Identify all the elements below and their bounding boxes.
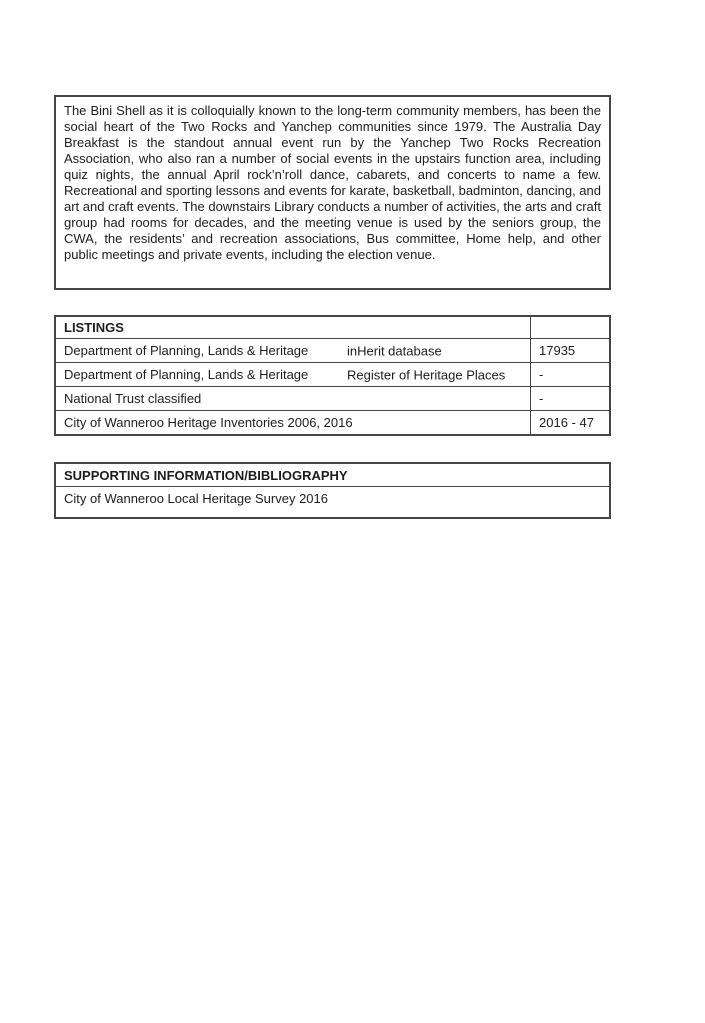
table-row	[56, 386, 609, 410]
supporting-header: SUPPORTING INFORMATION/BIBLIOGRAPHY	[64, 467, 348, 483]
listings-table	[54, 315, 611, 436]
organisation-label: Department of Planning, Lands & Heritage	[64, 367, 309, 382]
description-box	[54, 95, 611, 290]
cell-organisation	[56, 363, 530, 386]
cell-organisation	[56, 411, 530, 434]
cell-organisation	[56, 387, 530, 410]
listings-header: LISTINGS	[64, 320, 124, 335]
register-label: Register of Heritage Places	[347, 367, 506, 382]
cell-value: 2016 - 47	[530, 411, 609, 434]
table-row	[56, 338, 609, 362]
register-label: inHerit database	[347, 343, 442, 358]
cell-organisation	[56, 339, 530, 362]
organisation-label: National Trust classified	[64, 391, 202, 406]
supporting-header-row	[56, 464, 609, 487]
supporting-section	[54, 462, 611, 519]
cell-value: -	[530, 387, 609, 410]
bibliography-item: City of Wanneroo Local Heritage Survey 2016	[64, 491, 328, 506]
organisation-label: Department of Planning, Lands & Heritage	[64, 343, 309, 358]
listings-header-value-cell	[530, 317, 609, 338]
organisation-label: City of Wanneroo Heritage Inventories 2006, 2016	[64, 415, 353, 430]
cell-value: 17935	[530, 339, 609, 362]
cell-value: -	[530, 363, 609, 386]
table-row	[56, 410, 609, 434]
listings-header-row	[56, 317, 609, 338]
table-row	[56, 362, 609, 386]
description-text: The Bini Shell as it is colloquially known to the long-term community members, has been the social heart of the Two Rocks and Yanchep communities since 1979. The Australia Day Breakfast is the standout annual event run by the Yanchep Two Rocks Recreation Association, who also ran a number of social events in the upstairs function area, including quiz nights, the annual April rock’n’roll dance, cabarets, and concerts to name a few. Recreational and sporting lessons and events for karate, basketball, badminton, dancing, and art and craft events. The downstairs Library conducts a number of activities, the arts and craft group had rooms for decades, and the meeting venue is used by the seniors group, the CWA, the residents’ and recreation associations, Bus committee, Home help, and other public meetings and private events, including the election venue.	[64, 103, 601, 262]
